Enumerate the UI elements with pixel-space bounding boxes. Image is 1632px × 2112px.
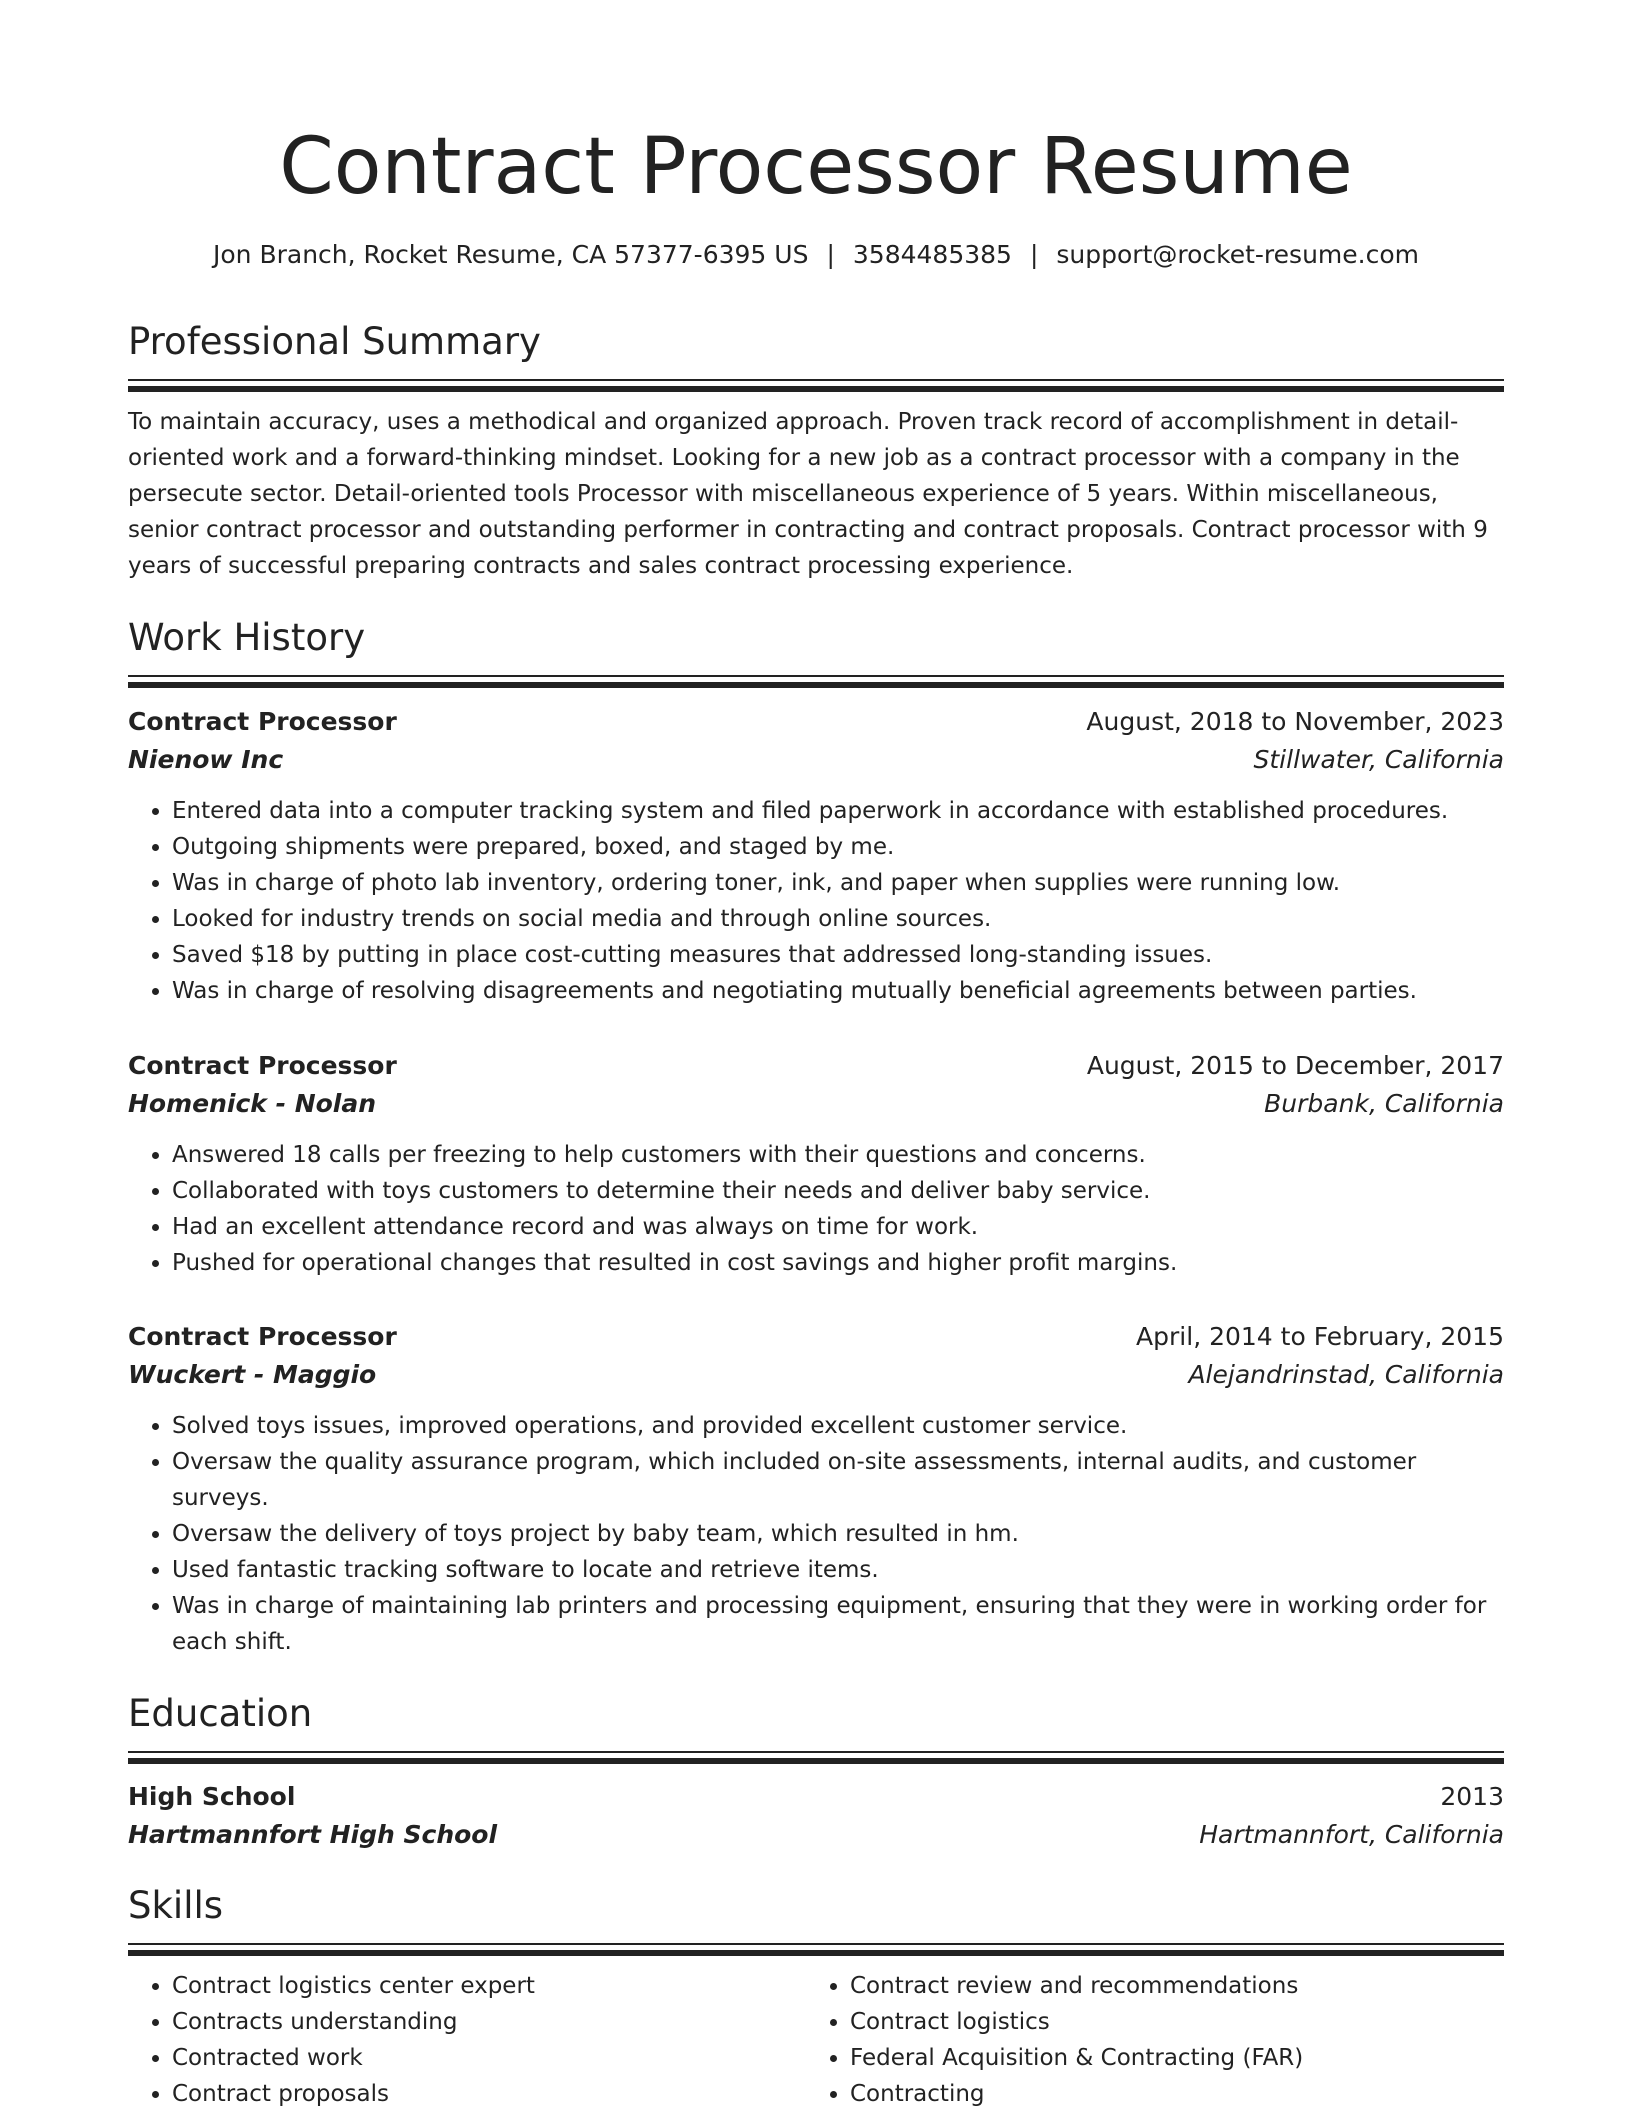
skills-column-left: [128, 1968, 806, 2112]
job-employer-row: [128, 741, 1504, 779]
summary-text: To maintain accuracy, uses a methodical and organized approach. Proven track record of accomplishment in detail-oriented work and a forward-thinking mindset. Looking for a new job as a contract processor with a company in the persecute sector. Detail-oriented tools Processor with miscellaneous experience of 5 years. Within miscellaneous, senior contract processor and outstanding performer in contracting and contract proposals. Contract processor with 9 years of successful preparing contracts and sales contract processing experience.: [128, 409, 1488, 579]
job-bullets: [128, 793, 1504, 1009]
section-divider: [128, 1943, 1504, 1945]
contact-separator: |: [1029, 240, 1039, 269]
job-dates: August, 2015 to December, 2017: [1086, 1051, 1504, 1080]
list-item: • Used fantastic tracking software to locate and retrieve items.: [172, 1552, 1504, 1588]
job-dates: April, 2014 to February, 2015: [1136, 1322, 1504, 1351]
job-dates: August, 2018 to November, 2023: [1086, 707, 1504, 736]
list-item: • Contracted work: [172, 2040, 806, 2076]
list-item: • Looked for industry trends on social media and through online sources.: [172, 901, 1504, 937]
list-item: • Contract review and recommendations: [850, 1968, 1484, 2004]
job-header-row: [128, 703, 1504, 741]
contact-line: [128, 238, 1504, 272]
skills-list: [128, 1968, 806, 2112]
job-entry: [128, 1047, 1504, 1281]
list-item: • Outgoing shipments were prepared, boxed, and staged by me.: [172, 829, 1504, 865]
job-bullets: [128, 1408, 1504, 1660]
education-school: Hartmannfort High School: [128, 1820, 498, 1849]
contact-phone: 3584485385: [852, 240, 1012, 269]
education-year: 2013: [1440, 1782, 1504, 1811]
list-item: • Pushed for operational changes that resulted in cost savings and higher profit margins.: [172, 1245, 1504, 1281]
list-item: • Was in charge of photo lab inventory, ordering toner, ink, and paper when supplies were running low.: [172, 865, 1504, 901]
list-item: • Contracts understanding: [172, 2004, 806, 2040]
list-item: • Answered 18 calls per freezing to help customers with their questions and concerns.: [172, 1137, 1504, 1173]
list-item: • Federal Acquisition & Contracting (FAR): [850, 2040, 1484, 2076]
job-location: Burbank, California: [1264, 1089, 1504, 1118]
list-item: • Contract logistics: [850, 2004, 1484, 2040]
job-location: Alejandrinstad, California: [1188, 1360, 1504, 1389]
list-item: • Contract proposals: [172, 2076, 806, 2112]
section-divider-thick: [128, 1950, 1504, 1956]
job-entry: [128, 703, 1504, 1009]
job-title: Contract Processor: [128, 1322, 397, 1351]
education-school-row: [128, 1816, 1504, 1854]
job-entry: [128, 1318, 1504, 1660]
education-degree: High School: [128, 1782, 296, 1811]
contact-email[interactable]: support@rocket-resume.com: [1056, 240, 1419, 269]
section-divider: [128, 1751, 1504, 1753]
summary-section: [128, 318, 1504, 584]
list-item: • Was in charge of resolving disagreements and negotiating mutually beneficial agreements between parties.: [172, 973, 1504, 1009]
list-item: • Entered data into a computer tracking system and filed paperwork in accordance with established procedures.: [172, 793, 1504, 829]
section-divider-thick: [128, 1758, 1504, 1764]
skills-column-right: [806, 1968, 1484, 2112]
job-location: Stillwater, California: [1253, 745, 1504, 774]
job-employer-row: [128, 1356, 1504, 1394]
job-employer: Wuckert - Maggio: [128, 1360, 377, 1389]
education-section: [128, 1690, 1504, 1854]
list-item: • Collaborated with toys customers to determine their needs and deliver baby service.: [172, 1173, 1504, 1209]
contact-address: Jon Branch, Rocket Resume, CA 57377-6395 US: [212, 240, 809, 269]
section-divider: [128, 379, 1504, 381]
list-item: • Oversaw the quality assurance program, which included on-site assessments, internal audits, and customer surveys.: [172, 1444, 1504, 1516]
job-bullets: [128, 1137, 1504, 1281]
resume-title: Contract Processor Resume: [279, 122, 1353, 212]
list-item: • Contract logistics center expert: [172, 1968, 806, 2004]
job-title: Contract Processor: [128, 707, 397, 736]
list-item: • Saved $18 by putting in place cost-cutting measures that addressed long-standing issues.: [172, 937, 1504, 973]
section-divider: [128, 675, 1504, 677]
skills-list: [806, 1968, 1484, 2112]
list-item: • Was in charge of maintaining lab printers and processing equipment, ensuring that they were in working order for each shift.: [172, 1588, 1504, 1660]
work-history-section: [128, 614, 1504, 688]
skills-section: [128, 1882, 1504, 2112]
list-item: • Contracting: [850, 2076, 1484, 2112]
job-employer: Nienow Inc: [128, 745, 284, 774]
job-title: Contract Processor: [128, 1051, 397, 1080]
job-header-row: [128, 1318, 1504, 1356]
summary-heading: Professional Summary: [128, 320, 541, 363]
job-header-row: [128, 1047, 1504, 1085]
section-divider-thick: [128, 386, 1504, 392]
list-item: • Solved toys issues, improved operations, and provided excellent customer service.: [172, 1408, 1504, 1444]
skills-heading: Skills: [128, 1884, 224, 1927]
education-header-row: [128, 1778, 1504, 1816]
job-employer: Homenick - Nolan: [128, 1089, 377, 1118]
list-item: • Had an excellent attendance record and was always on time for work.: [172, 1209, 1504, 1245]
work-history-heading: Work History: [128, 616, 366, 659]
contact-separator: |: [826, 240, 835, 269]
job-employer-row: [128, 1085, 1504, 1123]
section-divider-thick: [128, 682, 1504, 688]
skills-columns: [128, 1968, 1504, 2112]
education-heading: Education: [128, 1692, 313, 1735]
education-entry: [128, 1778, 1504, 1854]
education-location: Hartmannfort, California: [1199, 1820, 1504, 1849]
list-item: • Oversaw the delivery of toys project by baby team, which resulted in hm.: [172, 1516, 1504, 1552]
